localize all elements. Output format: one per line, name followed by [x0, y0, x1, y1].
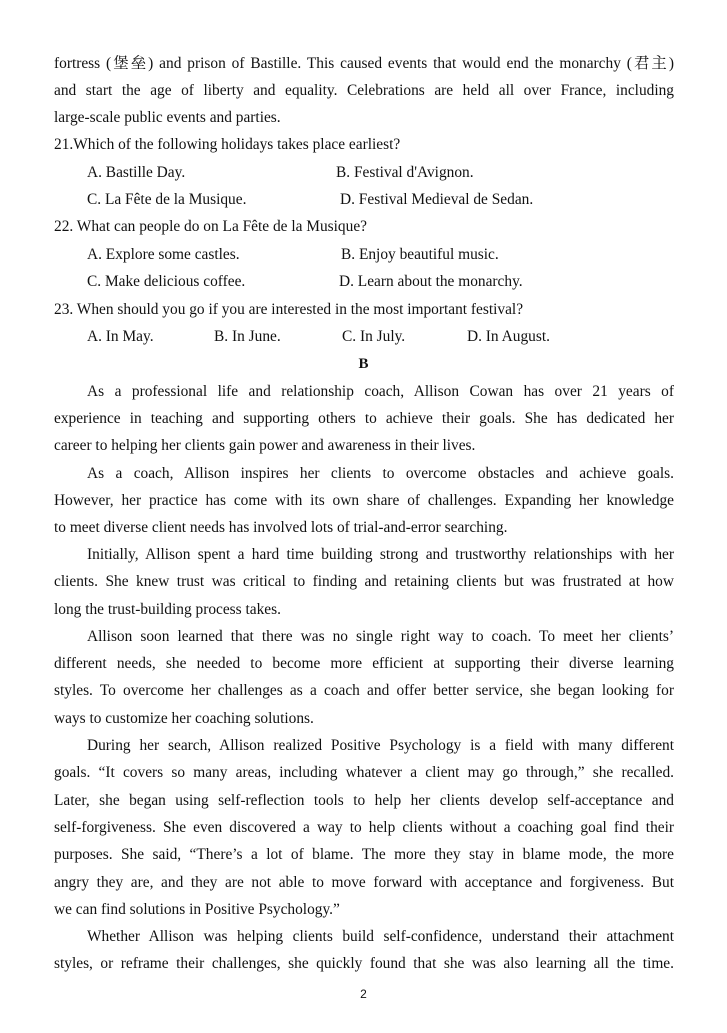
question-21-option-c: C. La Fête de la Musique.: [87, 191, 247, 208]
question-22-stem: 22. What can people do on La Fête de la Musique?: [54, 218, 367, 235]
question-22-option-c: C. Make delicious coffee.: [87, 273, 246, 290]
question-22-option-d: D. Learn about the monarchy.: [339, 273, 523, 290]
paragraph-line: self-forgiveness. She even discovered a way to help clients without a coaching goal find their: [54, 819, 674, 836]
question-23-option-d: D. In August.: [467, 328, 550, 345]
paragraph-line: to meet diverse client needs has involved lots of trial-and-error searching.: [54, 519, 508, 536]
question-21-option-a: A. Bastille Day.: [87, 164, 186, 181]
paragraph-line: goals. “It covers so many areas, including whatever a client may go through,” she recalled.: [54, 764, 674, 781]
question-22-option-a: A. Explore some castles.: [87, 246, 240, 263]
page-number: 2: [360, 987, 367, 1001]
question-23-option-a: A. In May.: [87, 328, 154, 345]
paragraph-line: different needs, she needed to become more efficient at supporting their diverse learning: [54, 655, 674, 672]
paragraph-line: As a professional life and relationship coach, Allison Cowan has over 21 years of: [87, 383, 674, 400]
paragraph-line: ways to customize her coaching solutions.: [54, 710, 314, 727]
question-23-option-b: B. In June.: [214, 328, 281, 345]
passage-line: fortress (堡垒) and prison of Bastille. This caused events that would end the monarchy (君主): [54, 55, 674, 72]
paragraph-line: Allison soon learned that there was no single right way to coach. To meet her clients’: [87, 628, 674, 645]
question-21-option-b: B. Festival d'Avignon.: [336, 164, 474, 181]
paragraph-line: long the trust-building process takes.: [54, 601, 281, 618]
question-21-stem: 21.Which of the following holidays takes place earliest?: [54, 136, 401, 153]
paragraph-line: However, her practice has come with its own share of challenges. Expanding her knowledge: [54, 492, 674, 509]
question-21-option-d: D. Festival Medieval de Sedan.: [340, 191, 534, 208]
paragraph-line: purposes. She said, “There’s a lot of blame. The more they stay in blame mode, the more: [54, 846, 674, 863]
paragraph-line: clients. She knew trust was critical to finding and retaining clients but was frustrated at how: [54, 573, 674, 590]
paragraph-line: As a coach, Allison inspires her clients to overcome obstacles and achieve goals.: [87, 465, 674, 482]
paragraph-line: Whether Allison was helping clients build self-confidence, understand their attachment: [87, 928, 674, 945]
paragraph-line: styles, or reframe their challenges, she quickly found that she was also learning all the time.: [54, 955, 674, 972]
paragraph-line: styles. To overcome her challenges as a coach and offer better service, she began looking for: [54, 682, 674, 699]
paragraph-line: Later, she began using self-reflection tools to help her clients develop self-acceptance and: [54, 792, 674, 809]
paragraph-line: experience in teaching and supporting others to achieve their goals. She has dedicated her: [54, 410, 674, 427]
section-b-heading: B: [358, 356, 369, 372]
question-23-stem: 23. When should you go if you are interested in the most important festival?: [54, 301, 524, 318]
question-23-option-c: C. In July.: [342, 328, 406, 345]
question-22-option-b: B. Enjoy beautiful music.: [341, 246, 499, 263]
paragraph-line: angry they are, and they are not able to move forward with acceptance and forgiveness. But: [54, 874, 674, 891]
paragraph-line: During her search, Allison realized Positive Psychology is a field with many different: [87, 737, 674, 754]
passage-line: large-scale public events and parties.: [54, 109, 281, 126]
paragraph-line: we can find solutions in Positive Psychology.”: [54, 901, 340, 918]
paragraph-line: career to helping her clients gain power and awareness in their lives.: [54, 437, 476, 454]
passage-line: and start the age of liberty and equality. Celebrations are held all over France, including: [54, 82, 674, 99]
paragraph-line: Initially, Allison spent a hard time building strong and trustworthy relationships with her: [87, 546, 674, 563]
